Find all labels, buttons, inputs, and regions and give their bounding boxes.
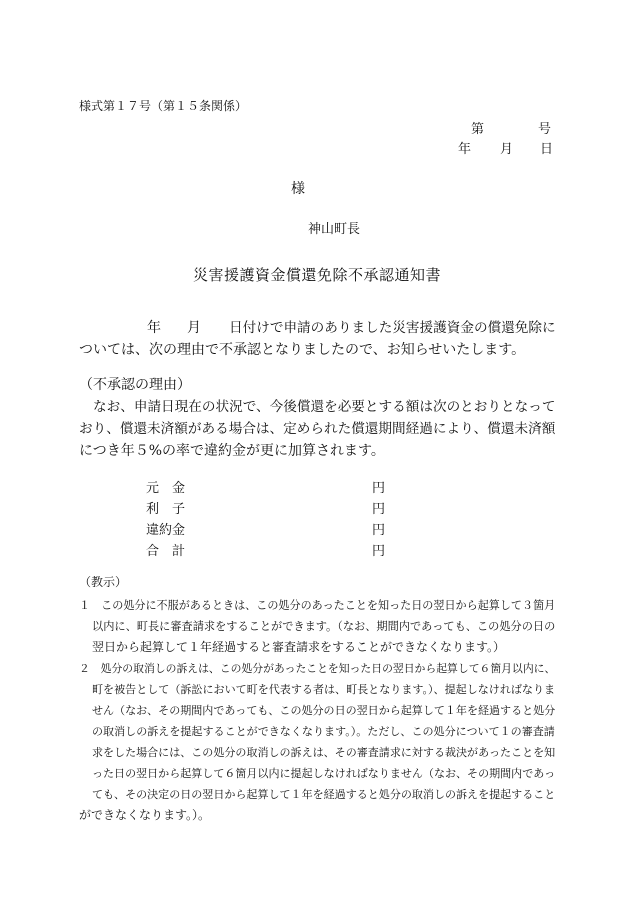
- amount-label-principal: 元 金: [146, 481, 186, 496]
- notice-item2-line-2: 町を被告として（訴訟において町を代表する者は、町長となります。）、提起しなければなりま: [92, 683, 556, 696]
- amount-unit-penalty: 円: [372, 523, 386, 538]
- date-month: 月: [500, 142, 514, 157]
- body-year: 年: [147, 320, 161, 336]
- number-dai: 第: [471, 122, 485, 137]
- notice-item2-line-7: ても、その決定の日の翌日から起算して１年を経過すると処分の取消しの訴えを提起すること: [92, 788, 556, 801]
- notice-item2-line-6: った日の翌日から起算して６箇月以内に提起しなければなりません（なお、その期間内であっ: [92, 767, 556, 780]
- notice-item1-line-3: 翌日から起算して１年経過すると審査請求をすることができなくなります。）: [92, 640, 506, 654]
- date-year: 年: [458, 142, 472, 157]
- amount-label-total: 合 計: [146, 544, 186, 559]
- notice-item2-line-8: ができなくなります。）。: [79, 808, 211, 822]
- notice-item1-line-1: １ この処分に不服があるときは、この処分のあったことを知った日の翌日から起算して３箇月: [79, 599, 556, 612]
- notice-item2-line-4: の取消しの訴えを提起することができなくなります。）。ただし、この処分について１の審査請: [92, 725, 555, 738]
- reason-line-1: なお、申請日現在の状況で、今後償還を必要とする額は次のとおりとなって: [93, 399, 556, 415]
- reason-line-3: につき年５%の率で違約金が更に加算されます。: [79, 443, 385, 459]
- date-day: 日: [540, 142, 554, 157]
- amount-unit-interest: 円: [372, 502, 386, 517]
- body-line-1: 日付けで申請のありました災害援護資金の償還免除に: [229, 320, 556, 336]
- notice-item2-line-5: 求をした場合には、この処分の取消しの訴えは、その審査請求に対する裁決があったことを知: [92, 746, 556, 759]
- amount-unit-principal: 円: [372, 481, 386, 496]
- body-line-2: ついては、次の理由で不承認となりましたので、お知らせいたします。: [79, 342, 526, 358]
- issuer: 神山町長: [308, 222, 361, 237]
- notice-item2-line-1: ２ 処分の取消しの訴えは、この処分があったことを知った日の翌日から起算して６箇月以内に、: [79, 662, 556, 675]
- number-go: 号: [538, 122, 552, 137]
- addressee-suffix: 様: [291, 181, 305, 197]
- notice-item2-line-3: せん（なお、その期間内であっても、この処分の日の翌日から起算して１年を経過すると処分: [92, 704, 556, 717]
- notice-item1-line-2: 以内に、町長に審査請求をすることができます。（なお、期間内であっても、この処分の日の: [92, 620, 556, 633]
- amount-label-interest: 利 子: [146, 502, 186, 517]
- notice-heading: （教示）: [79, 575, 128, 589]
- page-title: 災害援護資金償還免除不承認通知書: [193, 266, 442, 284]
- reason-line-2: おり、償還未済額がある場合は、定められた償還期間経過により、償還未済額: [79, 421, 556, 437]
- body-month: 月: [187, 320, 201, 336]
- reason-heading: （不承認の理由）: [79, 377, 191, 393]
- amount-unit-total: 円: [372, 544, 386, 559]
- amount-label-penalty: 違約金: [146, 523, 186, 538]
- form-number: 様式第１７号（第１５条関係）: [79, 99, 248, 113]
